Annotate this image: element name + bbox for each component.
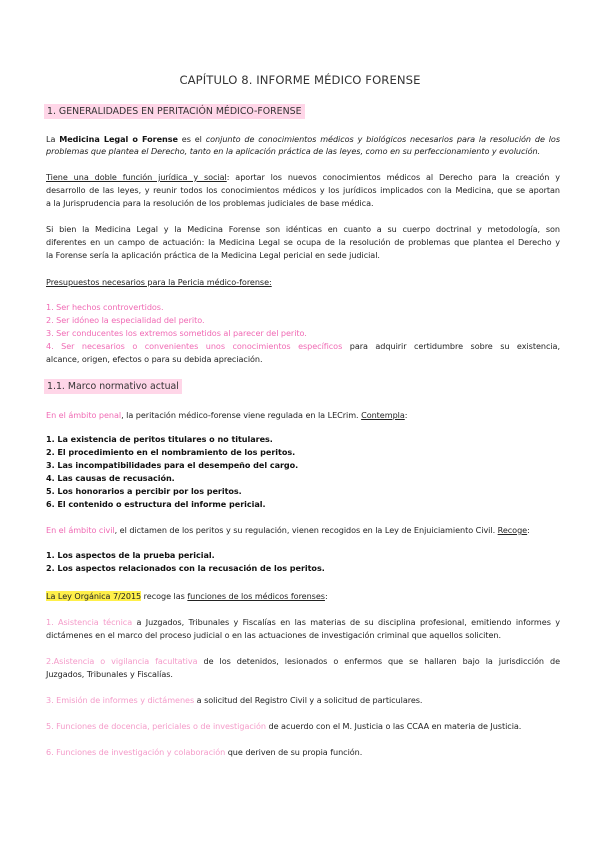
text-run: de acuerdo con el M. Justicia o las CCAA en materia de Justicia. (265, 721, 522, 731)
text-run: . (492, 525, 498, 535)
paragraph-function-line3: a la Jurisprudencia para la resolución de los problemas judiciales de base médica. (46, 198, 374, 208)
text-run: a Juzgados, Tribunales y Fiscalías en las materias de su disciplina profesional, emitiendo informes y (132, 617, 560, 627)
highlighted-text: 2.Asistencia o vigilancia facultativa (46, 656, 198, 666)
penal-item-2: 2. El procedimiento en el nombramiento de los peritos. (46, 447, 296, 457)
text-run: : aportar los nuevos conocimientos médicos al Derecho para la creación y (226, 172, 560, 182)
definition-text: problemas que plantea el Derecho, tanto en la aplicación práctica de las leyes, como en su perfeccionamiento y evolución. (46, 146, 541, 156)
chapter-title: CAPÍTULO 8. INFORME MÉDICO FORENSE (179, 73, 421, 87)
function-item-6 (46, 747, 560, 758)
underlined-phrase: Tiene una doble función jurídica y social (46, 172, 227, 182)
presupuesto-item-1: 1. Ser hechos controvertidos. (46, 302, 164, 312)
paragraph-difference-line2: diferentes en un campo de actuación: la Medicina Legal se ocupa de la resolución de problemas que plantea el Derecho y (46, 237, 560, 247)
function-item-1 (46, 617, 560, 628)
paragraph-function-line2: desarrollo de las leyes, y reunir todos los conocimientos médicos y los jurídicos implicados con la Medicina, que se aportan (46, 185, 560, 195)
text-run: , el dictamen de los peritos y su regulación, vienen recogidos en la (114, 525, 385, 535)
function-item-1-line2: dictámenes en el marco del proceso judicial o en las actuaciones de investigación criminal que aquellos soliciten. (46, 630, 501, 640)
highlighted-text: En el ámbito civil (46, 525, 115, 535)
underlined-word: Recoge (497, 525, 528, 535)
text-run: para adquirir certidumbre sobre su existencia, (342, 341, 560, 351)
highlighted-text: 5. Funciones de docencia, periciales o de investigación (46, 721, 266, 731)
paragraph-ley-organica (46, 591, 560, 602)
text-run: , la peritación médico-forense viene regulada en la (121, 410, 328, 420)
civil-item-1: 1. Los aspectos de la prueba pericial. (46, 550, 215, 560)
penal-item-1: 1. La existencia de peritos titulares o no titulares. (46, 434, 273, 444)
law-name: LECrim (327, 410, 357, 420)
paragraph-civil (46, 525, 560, 536)
text-run: de los detenidos, lesionados o enfermos que se hallaren bajo la jurisdicción de (197, 656, 560, 666)
function-item-2-line2: Juzgados, Tribunales y Fiscalías. (46, 669, 173, 679)
presupuesto-item-4 (46, 341, 560, 352)
civil-item-2: 2. Los aspectos relacionados con la recusación de los peritos. (46, 563, 325, 573)
function-item-2 (46, 656, 560, 667)
penal-item-6: 6. El contenido o estructura del informe pericial. (46, 499, 266, 509)
paragraph-difference-line3: la Forense sería la aplicación práctica de la Medicina Legal pericial en sede judicial. (46, 250, 380, 260)
penal-item-4: 4. Las causas de recusación. (46, 473, 175, 483)
highlighted-text: 3. Emisión de informes y dictámenes (46, 695, 195, 705)
term-medicina-legal: Medicina Legal o Forense (59, 134, 178, 144)
highlighted-text: 4. Ser necesarios o convenientes unos conocimientos específicos (46, 341, 343, 351)
paragraph-definition-line2 (46, 146, 560, 157)
section-heading-generalidades: 1. GENERALIDADES EN PERITACIÓN MÉDICO-FORENSE (44, 104, 305, 119)
penal-item-3: 3. Las incompatibilidades para el desempeño del cargo. (46, 460, 299, 470)
presupuesto-item-4-line2: alcance, origen, efectos o para su debida apreciación. (46, 354, 263, 364)
text-run: La (46, 134, 60, 144)
presupuesto-item-2: 2. Ser idóneo la especialidad del perito. (46, 315, 205, 325)
underlined-label: Presupuestos necesarios para la Pericia médico-forense: (46, 277, 272, 287)
paragraph-penal (46, 410, 560, 421)
paragraph-definition-line1 (46, 134, 560, 145)
presupuesto-item-3: 3. Ser conducentes los extremos sometidos al parecer del perito. (46, 328, 307, 338)
underlined-word: Contempla (361, 410, 405, 420)
text-run: . (356, 410, 362, 420)
penal-item-5: 5. Los honorarios a percibir por los peritos. (46, 486, 242, 496)
highlighted-text: 1. Asistencia técnica (46, 617, 133, 627)
function-item-3 (46, 695, 560, 706)
text-run: recoge las (141, 591, 188, 601)
underlined-phrase: funciones de los médicos forenses (187, 591, 325, 601)
text-run: a solicitud del Registro Civil y a solicitud de particulares. (194, 695, 423, 705)
law-name: Ley de Enjuiciamiento Civil (384, 525, 493, 535)
definition-text: conjunto de conocimientos médicos y biológicos necesarios para la resolución de los (205, 134, 560, 144)
text-run: : (324, 591, 328, 601)
paragraph-function-line1 (46, 172, 560, 183)
text-run: : (527, 525, 530, 535)
presupuestos-label (46, 277, 560, 288)
paragraph-difference-line1: Si bien la Medicina Legal y la Medicina Forense son idénticas en cuanto a su cuerpo doctrinal y metodología, son (46, 224, 560, 234)
highlighted-law: La Ley Orgánica 7/2015 (46, 591, 142, 601)
function-item-5 (46, 721, 560, 732)
highlighted-text: 6. Funciones de investigación y colaboración (46, 747, 226, 757)
text-run: : (404, 410, 408, 420)
text-run: es el (177, 134, 206, 144)
highlighted-text: En el ámbito penal (46, 410, 122, 420)
text-run: que deriven de su propia función. (225, 747, 363, 757)
section-heading-marco-normativo: 1.1. Marco normativo actual (44, 379, 182, 394)
